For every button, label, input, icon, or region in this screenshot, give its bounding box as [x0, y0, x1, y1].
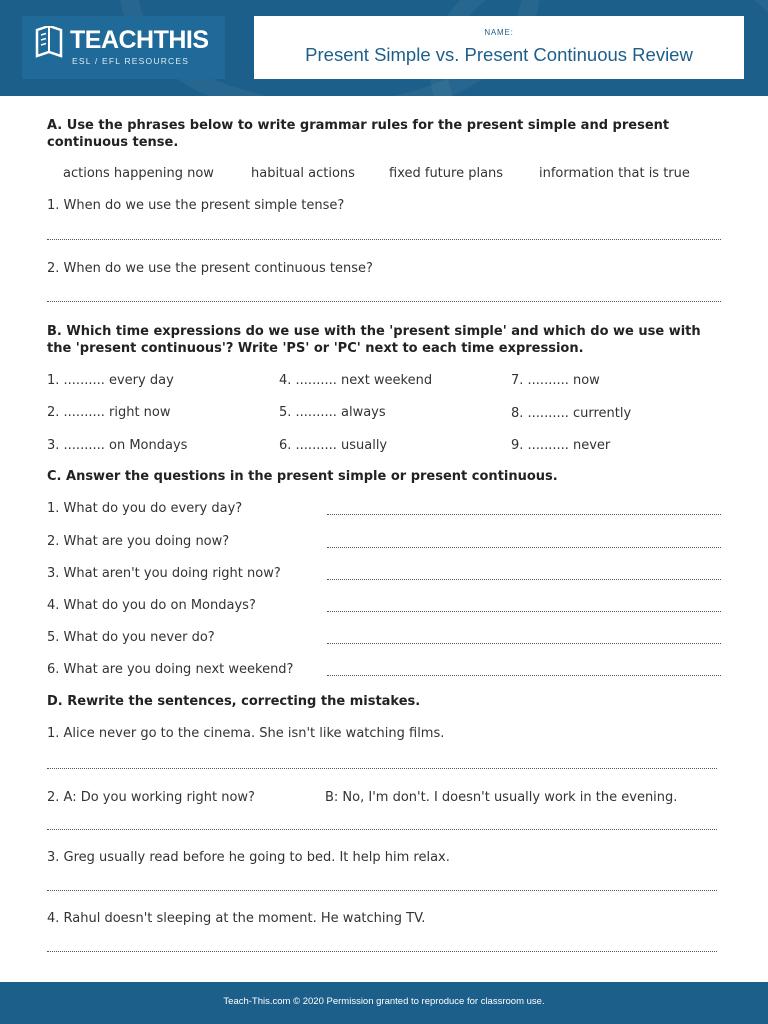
answer-line[interactable] [47, 889, 717, 891]
time-expression: 9. .......... never [511, 438, 611, 453]
phrase-item: habitual actions [251, 166, 355, 181]
answer-line[interactable] [47, 767, 717, 769]
section-c-heading: C. Answer the questions in the present simple or present continuous. [47, 469, 558, 484]
question-text: 1. What do you do every day? [47, 501, 243, 516]
copyright-text: Teach-This.com © 2020 Permission granted to reproduce for classroom use. [223, 996, 545, 1007]
title-box [254, 16, 744, 79]
question-text: 2. When do we use the present continuous tense? [47, 261, 373, 276]
question-text: 6. What are you doing next weekend? [47, 662, 294, 677]
sentence-text: B: No, I'm don't. I doesn't usually work in the evening. [325, 790, 678, 805]
phrase-item: actions happening now [63, 166, 214, 181]
phrase-item: information that is true [539, 166, 690, 181]
logo-text: TEACHTHIS [70, 26, 209, 54]
section-d-heading: D. Rewrite the sentences, correcting the mistakes. [47, 694, 421, 709]
answer-line[interactable] [327, 513, 721, 515]
phrase-item: fixed future plans [389, 166, 504, 181]
answer-line[interactable] [327, 642, 721, 644]
time-expression: 2. .......... right now [47, 405, 171, 420]
answer-line[interactable] [327, 610, 721, 612]
sentence-text: 3. Greg usually read before he going to bed. It help him relax. [47, 850, 450, 865]
answer-line[interactable] [47, 950, 717, 952]
answer-line[interactable] [47, 238, 721, 240]
time-expression: 5. .......... always [279, 405, 386, 420]
section-a-heading: A. Use the phrases below to write grammar rules for the present simple and present continuous tense. [47, 118, 670, 150]
answer-line[interactable] [327, 674, 721, 676]
time-expression: 7. .......... now [511, 373, 600, 388]
sentence-text: 2. A: Do you working right now? [47, 790, 255, 805]
sentence-text: 4. Rahul doesn't sleeping at the moment. He watching TV. [47, 911, 426, 926]
time-expression: 6. .......... usually [279, 438, 388, 453]
logo [22, 16, 225, 79]
answer-line[interactable] [47, 300, 721, 302]
page-footer [0, 982, 768, 1024]
time-expression: 8. .......... currently [511, 406, 632, 421]
question-text: 5. What do you never do? [47, 630, 215, 645]
page-title: Present Simple vs. Present Continuous Review [305, 44, 693, 65]
answer-line[interactable] [327, 578, 721, 580]
time-expression: 3. .......... on Mondays [47, 438, 188, 453]
question-text: 1. When do we use the present simple tense? [47, 198, 345, 213]
question-text: 3. What aren't you doing right now? [47, 566, 281, 581]
section-b-heading: B. Which time expressions do we use with the 'present simple' and which do we use with the 'present continuous'? Write 'PS' or 'PC' next to each time expression. [47, 324, 701, 356]
sentence-text: 1. Alice never go to the cinema. She isn't like watching films. [47, 726, 445, 741]
page-header [0, 0, 768, 96]
time-expression: 1. .......... every day [47, 373, 174, 388]
question-text: 4. What do you do on Mondays? [47, 598, 256, 613]
question-text: 2. What are you doing now? [47, 534, 230, 549]
book-icon [34, 26, 64, 60]
name-label: NAME: [484, 28, 514, 37]
answer-line[interactable] [47, 828, 717, 830]
answer-line[interactable] [327, 546, 721, 548]
logo-subtitle: ESL / EFL RESOURCES [72, 56, 190, 66]
time-expression: 4. .......... next weekend [279, 373, 433, 388]
